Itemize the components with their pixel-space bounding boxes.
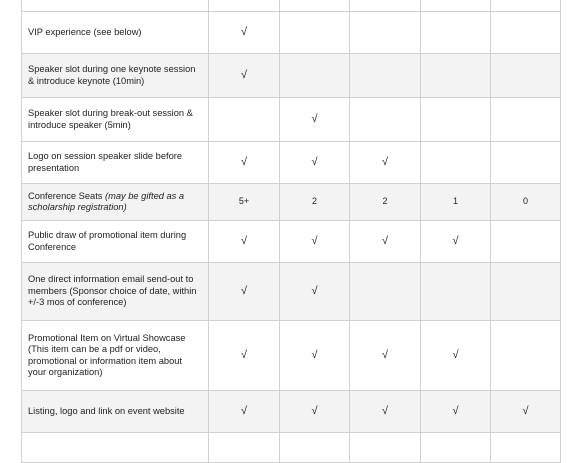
table-row xyxy=(22,54,561,98)
benefit-label: Promotional Item on Virtual Showcase (This item can be a pdf or video, promotional or information item about your organization) xyxy=(22,321,209,391)
table-row xyxy=(22,0,561,12)
tier-5-cell xyxy=(491,142,561,184)
table-row xyxy=(22,12,561,54)
tier-2-cell xyxy=(280,433,350,463)
benefit-label: VIP experience (see below) xyxy=(22,12,209,54)
tier-2-cell: √ xyxy=(280,98,350,142)
table-row xyxy=(22,321,561,391)
table-row xyxy=(22,263,561,321)
tier-3-cell xyxy=(350,12,421,54)
benefits-table xyxy=(21,0,561,463)
benefit-label: Public draw of promotional item during Conference xyxy=(22,221,209,263)
tier-5-cell xyxy=(491,321,561,391)
tier-1-cell xyxy=(209,433,280,463)
tier-4-cell xyxy=(421,54,491,98)
tier-3-cell: √ xyxy=(350,221,421,263)
tier-4-cell: √ xyxy=(421,221,491,263)
tier-5-cell xyxy=(491,0,561,12)
tier-1-cell: √ xyxy=(209,142,280,184)
table-row xyxy=(22,221,561,263)
tier-1-cell xyxy=(209,98,280,142)
tier-5-cell xyxy=(491,221,561,263)
tier-2-cell: √ xyxy=(280,142,350,184)
table-row xyxy=(22,184,561,221)
benefit-label-main: Conference Seats xyxy=(28,190,106,201)
tier-3-cell: 2 xyxy=(350,184,421,221)
tier-1-cell: √ xyxy=(209,221,280,263)
benefit-label: Listing, logo and link on event website xyxy=(22,391,209,433)
tier-3-cell xyxy=(350,54,421,98)
tier-5-cell: √ xyxy=(491,391,561,433)
benefit-label: Speaker slot during break-out session & introduce speaker (5min) xyxy=(22,98,209,142)
tier-3-cell xyxy=(350,98,421,142)
tier-3-cell: √ xyxy=(350,142,421,184)
table-row xyxy=(22,391,561,433)
tier-4-cell xyxy=(421,142,491,184)
tier-2-cell xyxy=(280,54,350,98)
tier-5-cell xyxy=(491,12,561,54)
table-row xyxy=(22,142,561,184)
tier-1-cell: √ xyxy=(209,391,280,433)
tier-5-cell xyxy=(491,54,561,98)
tier-3-cell: √ xyxy=(350,391,421,433)
table-row xyxy=(22,98,561,142)
tier-3-cell xyxy=(350,0,421,12)
tier-2-cell xyxy=(280,0,350,12)
tier-5-cell xyxy=(491,433,561,463)
benefit-label: Speaker slot during one keynote session & introduce keynote (10min) xyxy=(22,54,209,98)
tier-4-cell xyxy=(421,433,491,463)
tier-1-cell: √ xyxy=(209,54,280,98)
tier-3-cell xyxy=(350,433,421,463)
tier-4-cell xyxy=(421,263,491,321)
tier-4-cell xyxy=(421,0,491,12)
tier-3-cell: √ xyxy=(350,321,421,391)
tier-5-cell xyxy=(491,263,561,321)
tier-4-cell xyxy=(421,98,491,142)
tier-4-cell: 1 xyxy=(421,184,491,221)
tier-5-cell: 0 xyxy=(491,184,561,221)
tier-4-cell: √ xyxy=(421,391,491,433)
tier-1-cell xyxy=(209,0,280,12)
tier-2-cell: √ xyxy=(280,263,350,321)
tier-4-cell xyxy=(421,12,491,54)
table-row xyxy=(22,433,561,463)
tier-3-cell xyxy=(350,263,421,321)
tier-1-cell: √ xyxy=(209,321,280,391)
tier-1-cell: 5+ xyxy=(209,184,280,221)
benefit-label-note: (may be gifted as a scholarship registration) xyxy=(28,190,185,212)
tier-2-cell: 2 xyxy=(280,184,350,221)
benefit-label xyxy=(22,0,209,12)
tier-2-cell: √ xyxy=(280,221,350,263)
benefit-label xyxy=(22,433,209,463)
benefit-label: One direct information email send-out to members (Sponsor choice of date, within +/-3 mos of conference) xyxy=(22,263,209,321)
tier-1-cell: √ xyxy=(209,12,280,54)
tier-5-cell xyxy=(491,98,561,142)
tier-2-cell: √ xyxy=(280,321,350,391)
tier-4-cell: √ xyxy=(421,321,491,391)
sponsorship-benefits-table xyxy=(21,0,560,463)
tier-2-cell: √ xyxy=(280,391,350,433)
benefit-label: Logo on session speaker slide before presentation xyxy=(22,142,209,184)
benefit-label xyxy=(22,184,209,221)
tier-2-cell xyxy=(280,12,350,54)
tier-1-cell: √ xyxy=(209,263,280,321)
